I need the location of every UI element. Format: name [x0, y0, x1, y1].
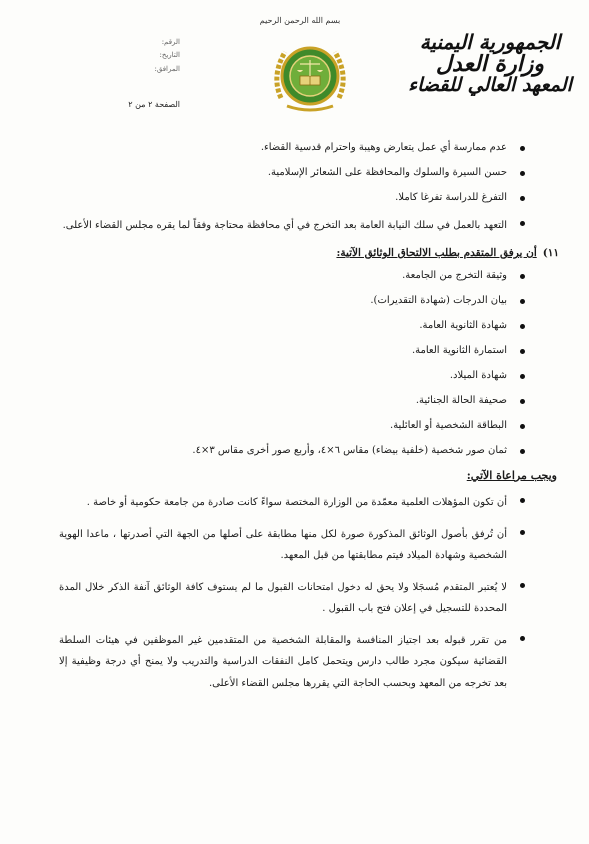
list-item: أن تُرفق بأصول الوثائق المذكورة صورة لكل منها مطابقة على أصلها من الجهة التي أصدرتها ، ماعدا الهوية الشخصية وشهادة الميلاد فيتم مطابقتها من قبل المعهد. [59, 524, 529, 567]
list-item: حسن السيرة والسلوك والمحافظة على الشعائر الإسلامية. [59, 165, 529, 180]
section-title: أن يرفق المتقدم بطلب الالتحاق الوثائق الآتية: [336, 247, 537, 259]
notes-heading: ويجب مراعاة الآتي: [466, 468, 557, 482]
section-heading-documents [59, 246, 559, 262]
ref-attachments-label: المرافق: [154, 64, 180, 73]
document-body [59, 140, 559, 704]
basmala: بسم الله الرحمن الرحيم [259, 16, 341, 25]
section-number: ١١) [542, 247, 559, 259]
list-item: شهادة الميلاد. [59, 368, 529, 383]
ref-date-label: التاريخ: [159, 51, 180, 60]
list-item: التفرغ للدراسة تفرغا كاملا. [59, 190, 529, 205]
list-item: لا يُعتبر المتقدم مُسجَلا ولا يحق له دخول امتحانات القبول ما لم يستوف كافة الوثائق آنفة الذكر خلال المدة المحددة للتسجيل في إعلان فتح باب القبول . [59, 577, 529, 620]
list-item: أن تكون المؤهلات العلمية معمّدة من الوزارة المختصة سواءً كانت صادرة من جامعة حكومية أو خاصة . [59, 492, 529, 514]
list-item: شهادة الثانوية العامة. [59, 318, 529, 333]
conditions-list [59, 140, 529, 236]
reference-fields [120, 36, 180, 76]
institute-emblem [267, 36, 353, 116]
org-institute: المعهد العالي للقضاء [408, 74, 572, 97]
list-item: وثيقة التخرج من الجامعة. [59, 268, 529, 283]
organization-title [405, 32, 575, 96]
list-item: البطاقة الشخصية أو العائلية. [59, 418, 529, 433]
required-documents-list [59, 268, 529, 458]
org-country: الجمهورية اليمنية [419, 30, 561, 54]
org-ministry: وزارة العدل [435, 51, 545, 77]
list-item: التعهد بالعمل في سلك النيابة العامة بعد التخرج في أي محافظة محتاجة وفقاً لما يقره مجلس القضاء الأعلى. [59, 215, 529, 236]
list-item: ثمان صور شخصية (خلفية بيضاء) مقاس ٦×٤، وأربع صور أخرى مقاس ٣×٤. [59, 443, 529, 458]
list-item: صحيفة الحالة الجنائية. [59, 393, 529, 408]
list-item: عدم ممارسة أي عمل يتعارض وهيبة واحترام قدسية القضاء. [59, 140, 529, 155]
list-item: بيان الدرجات (شهادة التقديرات). [59, 293, 529, 308]
notes-list [59, 492, 529, 694]
page-number: الصفحة ٢ من ٢ [128, 100, 180, 109]
list-item: استمارة الثانوية العامة. [59, 343, 529, 358]
list-item: من تقرر قبوله بعد اجتياز المنافسة والمقابلة الشخصية من المتقدمين غير الموظفين في هيئات السلطة القضائية سيكون مجرد طالب دارس ويتحمل كامل النفقات الدراسية والتدريب ولا يمنح أي درجة وظيفية إلا بعد تخرجه من المعهد وبحسب الحاجة التي يقررها مجلس القضاء الأعلى. [59, 630, 529, 695]
ref-number-label: الرقم: [161, 38, 180, 46]
